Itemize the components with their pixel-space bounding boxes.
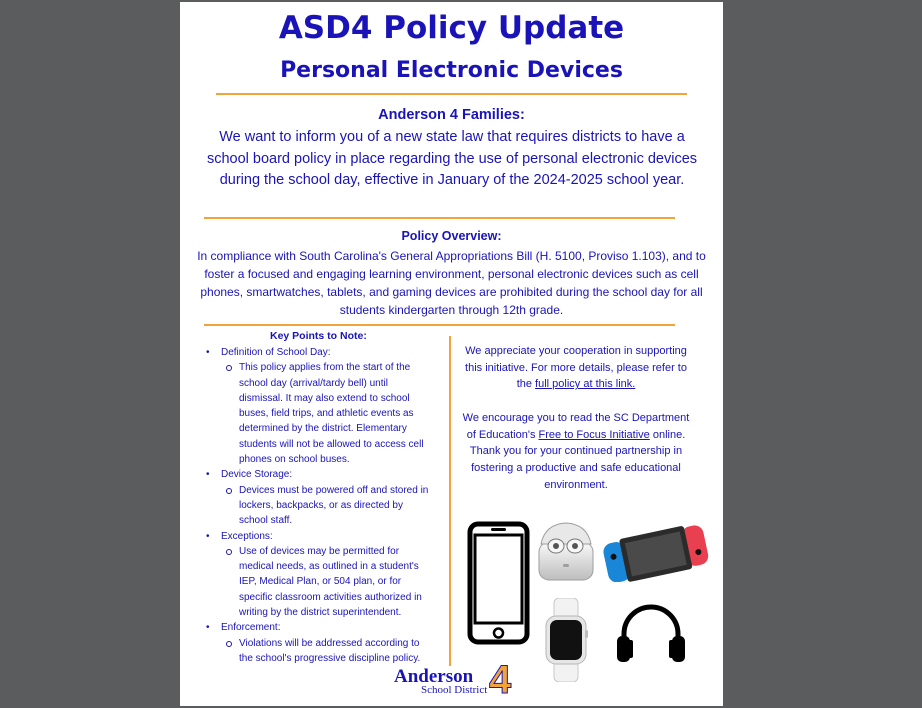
closing-text: We encourage you to read the SC Department of Education's — [462, 412, 690, 441]
closing-text: We appreciate your cooperation in supporting this initiative. For more details, please refer to the — [465, 345, 687, 391]
column-divider — [449, 336, 451, 666]
headphones-icon — [614, 598, 688, 664]
free-to-focus-link[interactable]: Free to Focus Initiative — [538, 428, 650, 441]
logo-subtitle: School District — [421, 684, 488, 696]
list-item: Use of devices may be permitted for medical needs, as outlined in a student's IEP, Medical Plan, or 504 plan, or for specific classroom activities authorized in writing by the district superintendent. — [206, 544, 431, 620]
key-points-list — [206, 345, 431, 666]
list-item: • Enforcement: — [206, 620, 431, 635]
closing-paragraph-1 — [460, 343, 692, 393]
logo-number: 4 — [489, 658, 512, 702]
closing-paragraph-2 — [460, 410, 692, 494]
smartwatch-icon — [543, 598, 589, 682]
closing-text: online. Thank you for your continued partnership in fostering a productive and safe educational environment. — [469, 428, 686, 491]
divider — [204, 324, 675, 326]
overview-heading: Policy Overview: — [401, 229, 502, 243]
key-points-heading: Key Points to Note: — [270, 330, 367, 342]
list-item: • Definition of School Day: — [206, 345, 431, 360]
logo-name: Anderson — [394, 666, 474, 687]
game-console-icon — [598, 518, 712, 582]
overview-body: In compliance with South Carolina's General Appropriations Bill (H. 5100, Proviso 1.103), and to foster a focused and engaging learning environment, personal electronic devices such as cell phones, smartwatches, tablets, and gaming devices are prohibited during the school day for all students kindergarten through 12th grade. — [197, 249, 706, 317]
divider — [204, 217, 675, 219]
page-subtitle: Personal Electronic Devices — [280, 58, 623, 83]
list-item: • Exceptions: — [206, 529, 431, 544]
list-item: Devices must be powered off and stored in lockers, backpacks, or as directed by school staff. — [206, 483, 431, 529]
families-heading: Anderson 4 Families: — [378, 107, 525, 123]
earbuds-icon — [535, 520, 597, 582]
divider — [216, 93, 687, 95]
list-item: This policy applies from the start of the school day (arrival/tardy bell) until dismissal. It may also extend to school buses, field trips, and athletic events as determined by the district. Elementary students will not be allowed to access cell phones on school buses. — [206, 360, 431, 467]
document-page — [180, 2, 723, 706]
page-title: ASD4 Policy Update — [278, 10, 625, 46]
smartphone-icon — [467, 521, 530, 645]
full-policy-link[interactable]: full policy at this link. — [535, 378, 636, 391]
families-body: We want to inform you of a new state law that requires districts to have a school board policy in place regarding the use of personal electronic devices during the school day, effective in January of the 2024-2025 school year. — [206, 129, 698, 188]
list-item: Violations will be addressed according to the school's progressive discipline policy. — [206, 636, 431, 667]
list-item: • Device Storage: — [206, 467, 431, 482]
